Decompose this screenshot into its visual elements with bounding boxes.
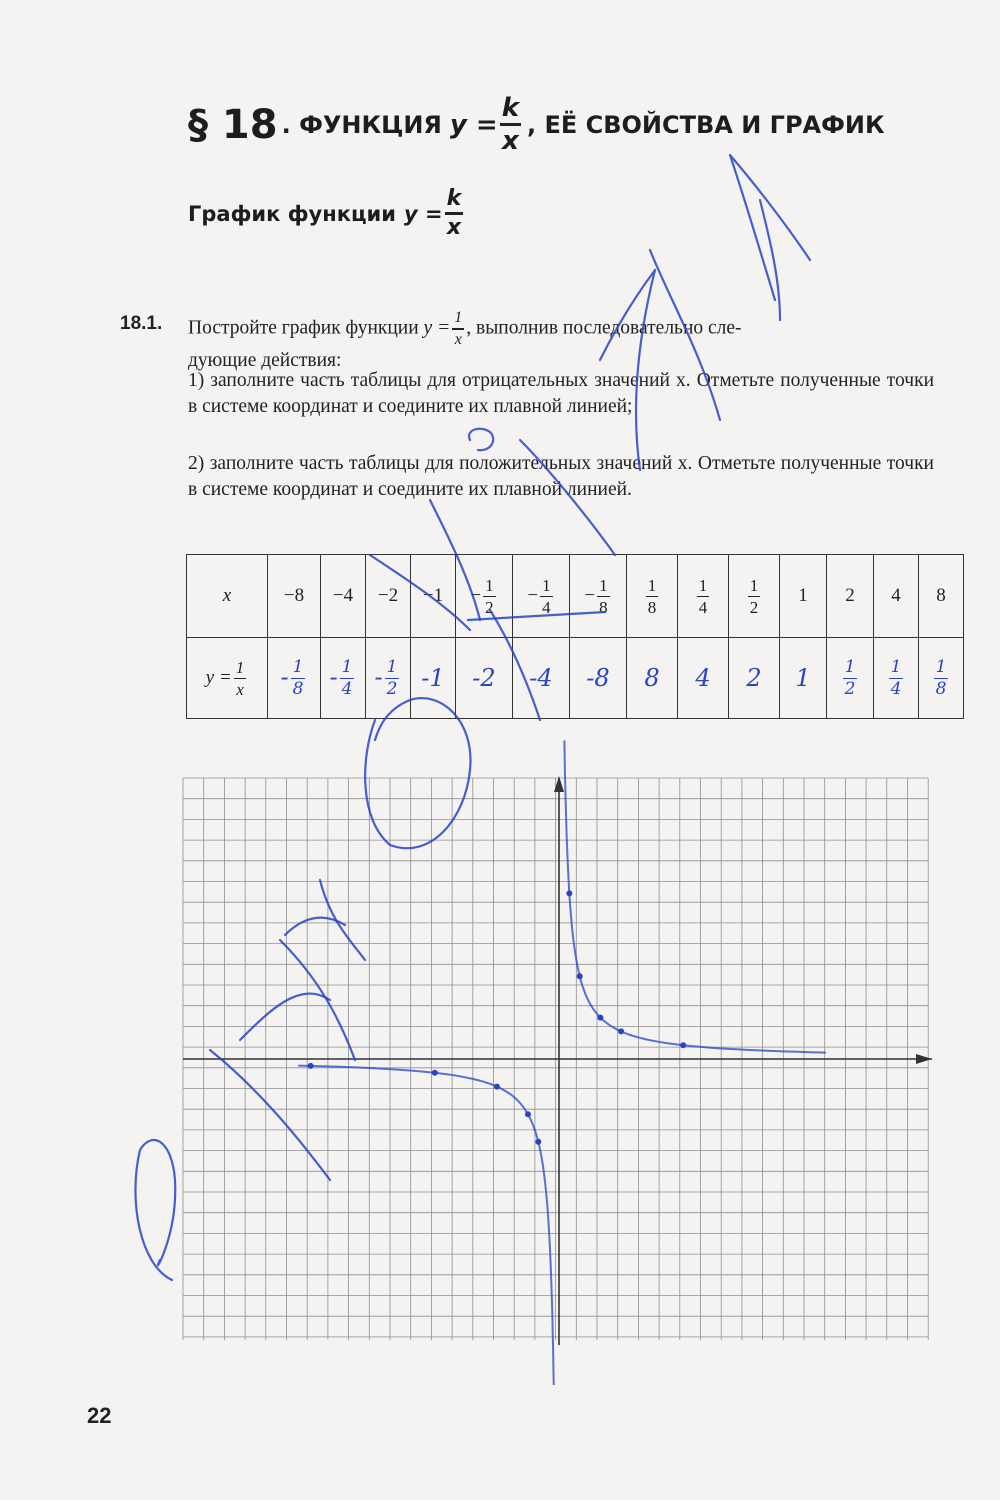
watermark-stroke	[490, 610, 540, 720]
watermark-stroke	[520, 440, 615, 555]
cell-frac-den: 8	[647, 597, 657, 617]
table-cell-y-handwritten: 1	[780, 638, 827, 719]
cell-frac-num: 1	[386, 656, 398, 677]
section-rest: , ЕЁ СВОЙСТВА И ГРАФИК	[527, 110, 885, 139]
cell-frac-num: 1	[341, 656, 353, 677]
cell-frac-den: 4	[698, 597, 708, 617]
problem-intro-frac-den: x	[454, 331, 462, 348]
page-number: 22	[87, 1403, 112, 1428]
problem-intro-lhs: y =	[423, 317, 451, 339]
plotted-point	[494, 1084, 500, 1090]
plotted-point	[597, 1015, 603, 1021]
problem-intro-a: Постройте график функции	[188, 317, 419, 339]
table-header-y-den: x	[236, 679, 244, 699]
table-cell-x: −1	[411, 555, 456, 638]
x-axis-arrow	[916, 1054, 932, 1064]
sign: -	[280, 662, 289, 691]
subsection-formula-lhs: y =	[403, 201, 443, 226]
table-cell-x: −2	[366, 555, 411, 638]
watermark-stroke	[210, 994, 330, 1180]
table-cell-y-handwritten: -1	[411, 638, 456, 719]
subsection-frac-num: k	[445, 188, 464, 215]
problem-intro-frac-num: 1	[452, 310, 464, 330]
cell-frac-num: 1	[935, 656, 947, 677]
section-frac-num: k	[500, 95, 521, 126]
cell-frac-den: 4	[890, 678, 902, 699]
cell-frac-den: 2	[485, 597, 494, 617]
sign: -	[374, 662, 383, 691]
watermark-stroke	[600, 270, 655, 470]
plotted-point	[525, 1111, 531, 1117]
cell-frac-num: 1	[599, 575, 608, 595]
cell-frac-num: 1	[292, 656, 304, 677]
watermark-stroke	[730, 155, 810, 300]
watermark-stroke	[135, 1140, 175, 1280]
watermark-stroke	[370, 500, 480, 630]
plotted-point	[566, 890, 572, 896]
table-cell-y-handwritten: -4	[513, 638, 570, 719]
cell-frac-den: 8	[599, 597, 608, 617]
watermark-stroke	[320, 880, 365, 960]
table-header-y-lhs: y =	[205, 666, 232, 688]
section-frac-den: x	[501, 126, 519, 156]
plotted-point	[680, 1042, 686, 1048]
problem-number: 18.1.	[120, 313, 163, 334]
subsection-frac-den: x	[446, 215, 462, 240]
cell-frac-num: 1	[844, 656, 856, 677]
table-cell-x: 8	[919, 555, 964, 638]
sign: −	[527, 584, 539, 606]
section-formula-lhs: y =	[449, 109, 498, 140]
watermark-stroke	[468, 612, 605, 620]
cell-frac-den: 8	[935, 678, 947, 699]
watermark-stroke	[469, 429, 493, 450]
problem-step-2: 2) заполните часть таблицы для положительных значений x. Отметьте полученные точки в системе координат и соедините их плавной линией.	[188, 453, 934, 500]
subsection-text: График функции	[188, 201, 396, 226]
sign: −	[584, 584, 596, 606]
cell-frac-num: 1	[698, 575, 708, 595]
cell-frac-num: 1	[485, 575, 494, 595]
section-number: § 18	[188, 101, 278, 148]
watermark-stroke	[280, 918, 355, 1060]
table-cell-x: −4	[321, 555, 366, 638]
table-cell-y-handwritten: 8	[627, 638, 678, 719]
table-header-x: x	[187, 555, 268, 638]
cell-frac-num: 1	[647, 575, 657, 595]
plotted-points	[308, 890, 687, 1144]
cell-frac-den: 4	[341, 678, 353, 699]
cell-frac-den: 8	[292, 678, 304, 699]
table-cell-x: −8	[268, 555, 321, 638]
cell-frac-den: 2	[386, 678, 398, 699]
problem-step-1: 1) заполните часть таблицы для отрицательных значений x. Отметьте полученные точки в системе координат и соедините их плавной линией;	[188, 370, 934, 417]
cell-frac-num: 1	[890, 656, 902, 677]
sign: −	[470, 584, 482, 606]
section-word: . ФУНКЦИЯ	[281, 110, 442, 139]
table-cell-x: 2	[827, 555, 874, 638]
plotted-point	[535, 1139, 541, 1145]
problem-intro-b: , выполнив последовательно сле-	[466, 317, 742, 339]
plotted-point	[432, 1070, 438, 1076]
axes	[183, 776, 932, 1345]
hyperbola-curve	[298, 741, 826, 1386]
table-cell-y-handwritten: -8	[570, 638, 627, 719]
watermark-stroke	[650, 250, 720, 420]
table-cell-x: 4	[874, 555, 919, 638]
plotted-point	[618, 1028, 624, 1034]
cell-frac-den: 4	[542, 597, 551, 617]
plotted-point	[577, 973, 583, 979]
cell-frac-den: 2	[749, 597, 759, 617]
cell-frac-num: 1	[749, 575, 759, 595]
watermark-stroke	[365, 698, 470, 848]
problem-intro-c: дующие действия:	[188, 350, 342, 371]
table-cell-y-handwritten: 4	[678, 638, 729, 719]
plotted-point	[308, 1063, 314, 1069]
cell-frac-den: 2	[844, 678, 856, 699]
table-cell-y-handwritten: 2	[729, 638, 780, 719]
cell-frac-num: 1	[542, 575, 551, 595]
table-header-y-num: 1	[235, 657, 245, 677]
sign: -	[329, 662, 338, 691]
table-cell-x: 1	[780, 555, 827, 638]
table-cell-y-handwritten: -2	[456, 638, 513, 719]
